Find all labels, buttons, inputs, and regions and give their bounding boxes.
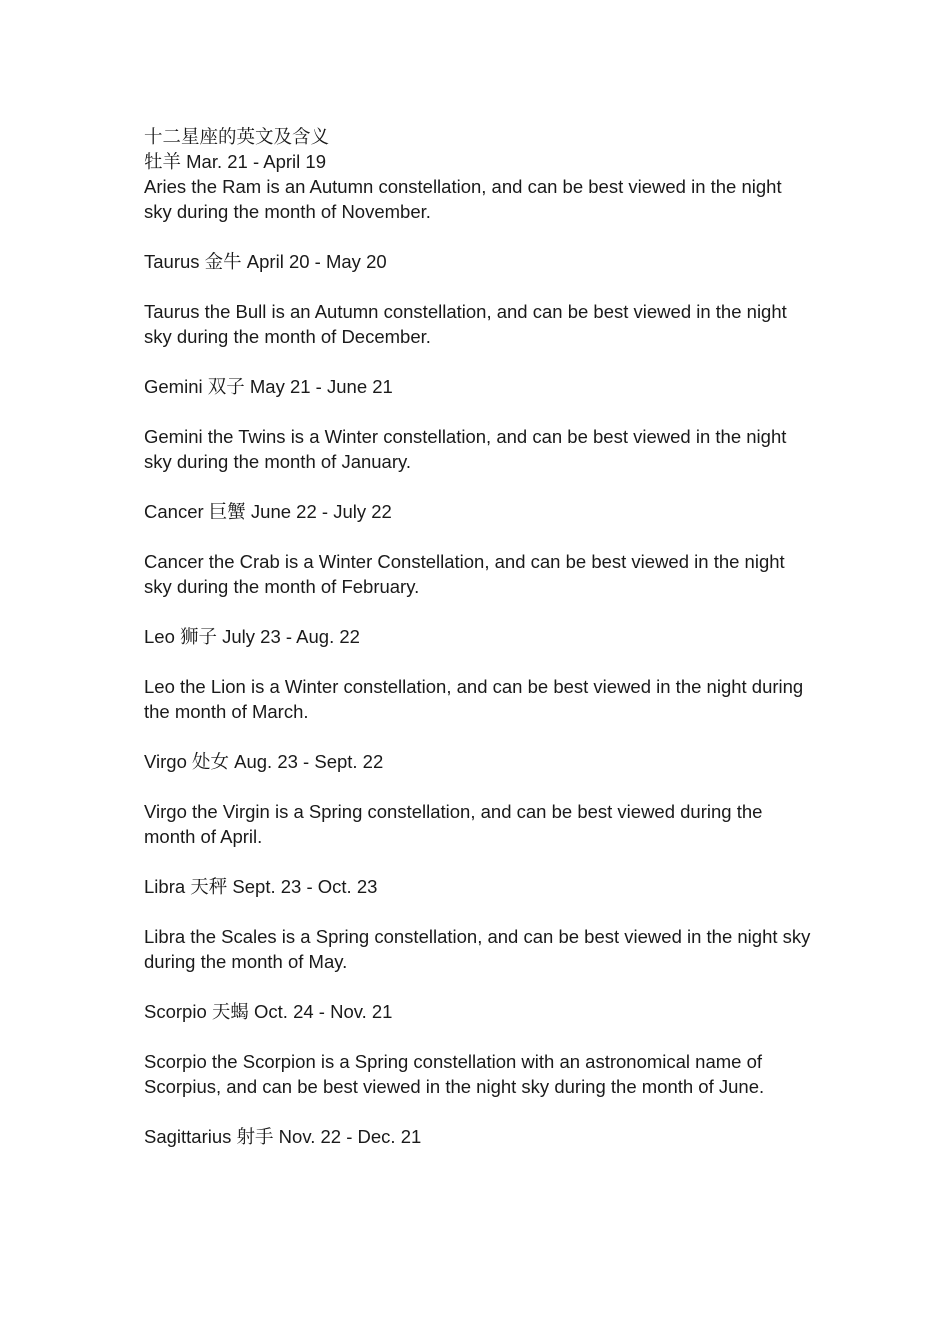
paragraph-spacer <box>144 1099 814 1124</box>
paragraph-spacer <box>144 474 814 499</box>
paragraph-spacer <box>144 524 814 549</box>
paragraph-spacer <box>144 899 814 924</box>
aries-heading: 牡羊 Mar. 21 - April 19 <box>144 151 326 172</box>
leo-description: Leo the Lion is a Winter constellation, and can be best viewed in the night during the month of March. <box>144 676 804 722</box>
paragraph-spacer <box>144 1024 814 1049</box>
paragraph-spacer <box>144 274 814 299</box>
paragraph-spacer <box>144 774 814 799</box>
document-title: 十二星座的英文及含义 <box>144 126 330 147</box>
cancer-heading: Cancer 巨蟹 June 22 - July 22 <box>144 501 392 522</box>
leo-heading: Leo 狮子 July 23 - Aug. 22 <box>144 626 360 647</box>
virgo-heading: Virgo 处女 Aug. 23 - Sept. 22 <box>144 751 384 772</box>
paragraph-spacer <box>144 349 814 374</box>
gemini-heading: Gemini 双子 May 21 - June 21 <box>144 376 393 397</box>
gemini-description: Gemini the Twins is a Winter constellation, and can be best viewed in the night sky during the month of January. <box>144 426 787 472</box>
cancer-description: Cancer the Crab is a Winter Constellation, and can be best viewed in the night sky during the month of February. <box>144 551 785 597</box>
taurus-description: Taurus the Bull is an Autumn constellation, and can be best viewed in the night sky during the month of December. <box>144 301 787 347</box>
paragraph-spacer <box>144 599 814 624</box>
paragraph-spacer <box>144 974 814 999</box>
scorpio-description: Scorpio the Scorpion is a Spring constellation with an astronomical name of Scorpius, and can be best viewed in the night sky during the month of June. <box>144 1051 765 1097</box>
paragraph-spacer <box>144 724 814 749</box>
aries-description: Aries the Ram is an Autumn constellation, and can be best viewed in the night sky during the month of November. <box>144 176 782 222</box>
libra-description: Libra the Scales is a Spring constellation, and can be best viewed in the night sky during the month of May. <box>144 926 811 972</box>
document-body <box>144 124 814 1149</box>
libra-heading: Libra 天秤 Sept. 23 - Oct. 23 <box>144 876 378 897</box>
paragraph-spacer <box>144 399 814 424</box>
scorpio-heading: Scorpio 天蝎 Oct. 24 - Nov. 21 <box>144 1001 393 1022</box>
paragraph-spacer <box>144 849 814 874</box>
sagittarius-heading: Sagittarius 射手 Nov. 22 - Dec. 21 <box>144 1126 422 1147</box>
virgo-description: Virgo the Virgin is a Spring constellation, and can be best viewed during the month of April. <box>144 801 763 847</box>
taurus-heading: Taurus 金牛 April 20 - May 20 <box>144 251 387 272</box>
paragraph-spacer <box>144 224 814 249</box>
paragraph-spacer <box>144 649 814 674</box>
